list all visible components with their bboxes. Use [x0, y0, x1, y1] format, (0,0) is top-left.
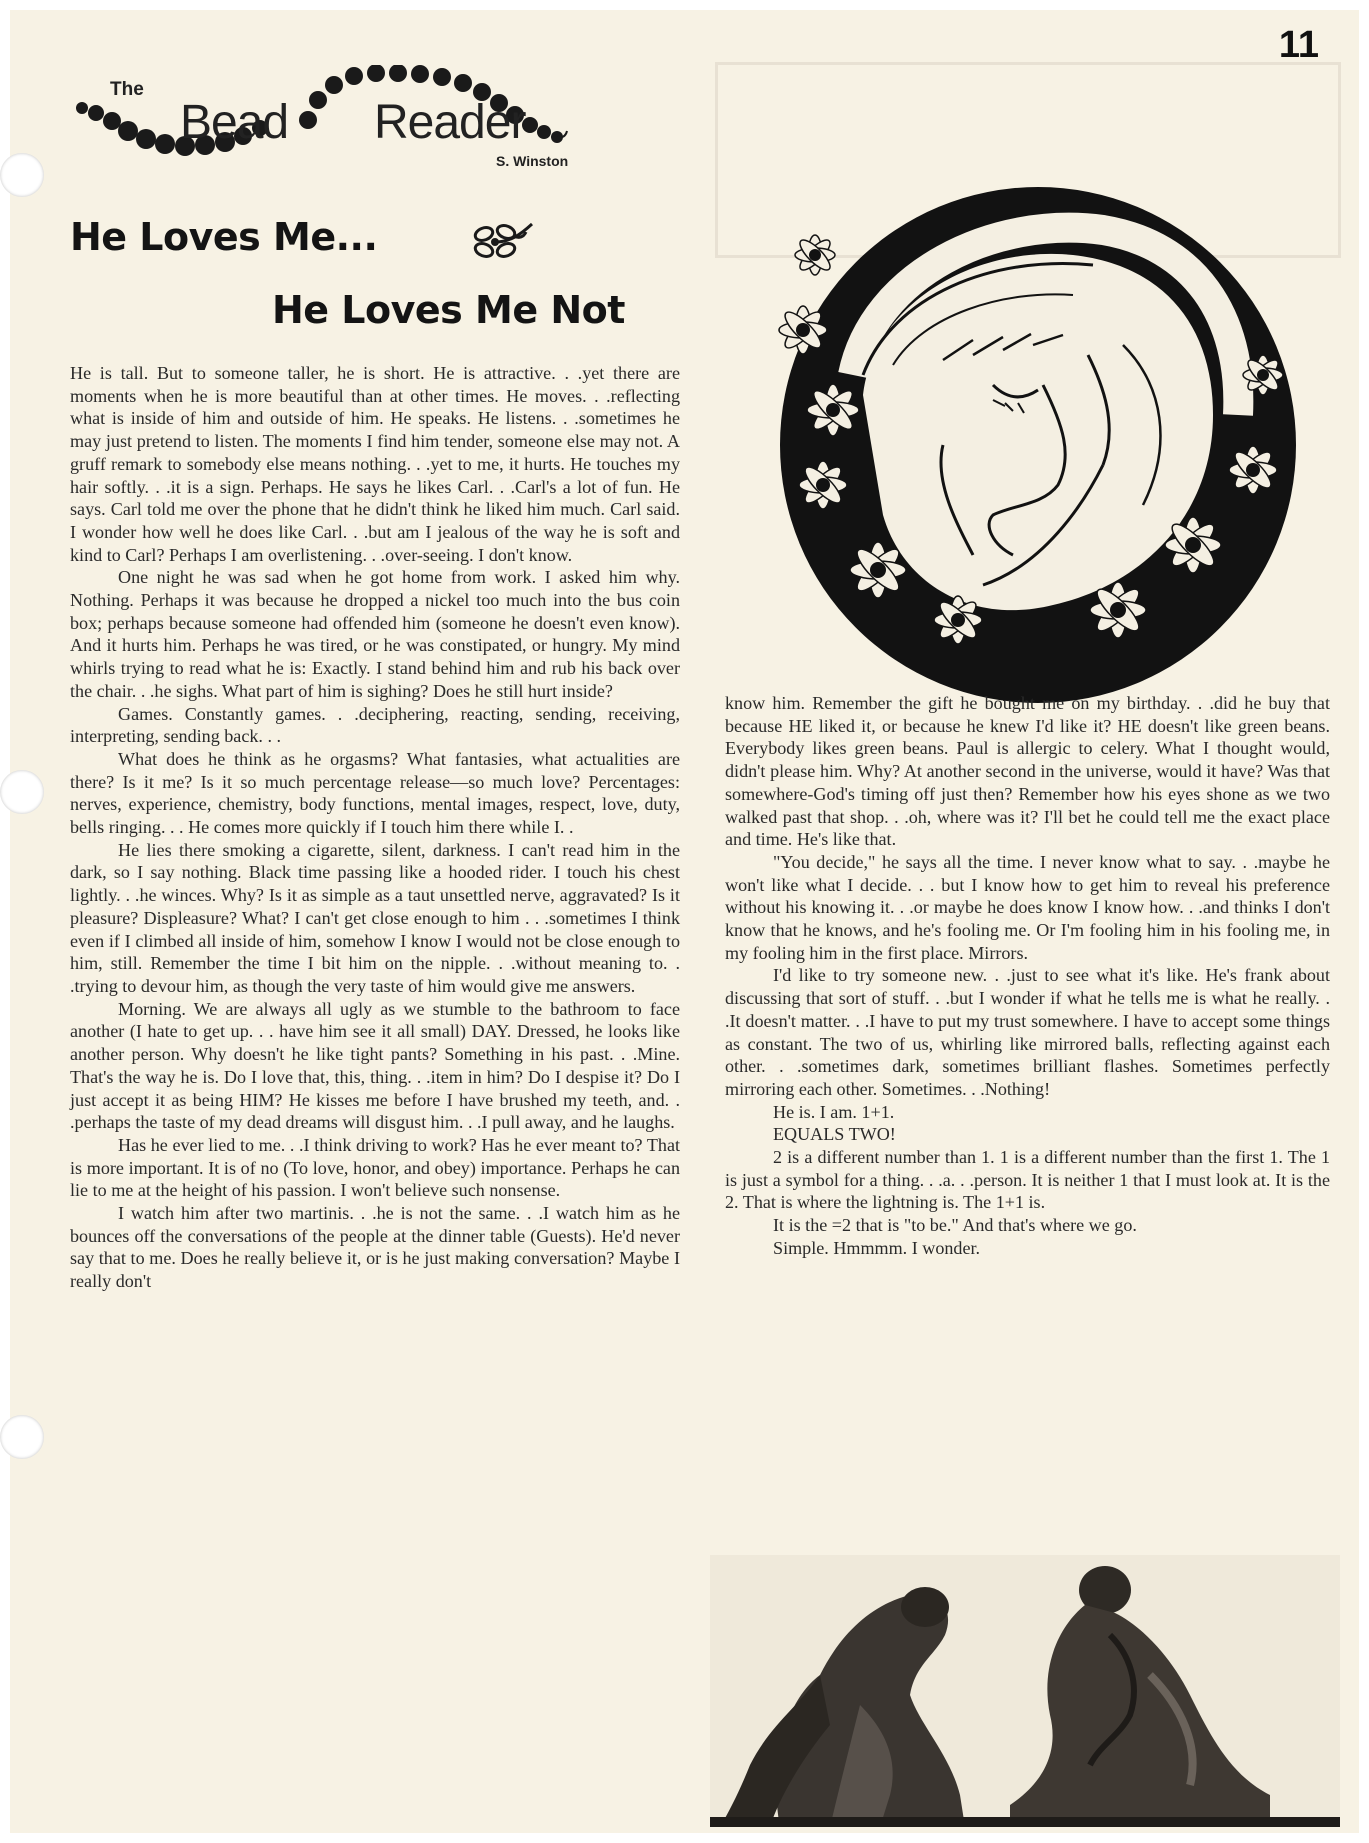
paragraph: I watch him after two martinis. . .he is not the same. . .I watch him as he bounces off the conversations of the people at the dinner table (Guests). He'd never say that to me. Does he really believe it, or is he just making conversation? Maybe I really don't [70, 1203, 680, 1292]
masthead-reader: Reader [374, 96, 526, 149]
face-with-daisies-illustration [743, 185, 1333, 705]
paragraph: 2 is a different number than 1. 1 is a different number than the first 1. The 1 is just a symbol for a thing. . .a. . .person. It is neither 1 that I must look at. It is the 2. That is where the lightning is. The 1+1 is. [725, 1147, 1330, 1213]
thinker-statues-photo [710, 1555, 1340, 1827]
masthead-author: S. Winston [496, 153, 569, 169]
paragraph: Has he ever lied to me. . .I think driving to work? Has he ever meant to? That is more important. It is of no (To love, honor, and obey) importance. Perhaps he can lie to me at the height of his passion. I won't believe such nonsense. [70, 1134, 680, 1201]
paragraph: It is the =2 that is "to be." And that's where we go. [773, 1215, 1137, 1236]
page-number: 11 [1278, 24, 1319, 66]
paragraph: What does he think as he orgasms? What fantasies, what actualities are there? Is it me? Is it so much percentage release—so much love? Percentages: nerves, experience, chemistry, body functions, mental images, respect, love, duty, bells ringing. . . He comes more quickly if I touch him there while I. . [70, 748, 680, 838]
paragraph: Simple. Hmmmm. I wonder. [773, 1237, 981, 1258]
paragraph: He lies there smoking a cigarette, silent, darkness. I can't read him in the dark, so I say nothing. Black time passing like a hooded rider. I touch his chest lightly. . .he winces. Why? Is it as simple as a taut unsettled nerve, aggravated? Is it pleasure? Displeasure? What? I can't get close enough to him . . .sometimes I think even if I climbed all inside of him, somehow I know I would not be close enough to him, still. Remember the time I bit him on the nipple. . .without meaning to. . .trying to devour him, as though the very taste of him would give me answers. [70, 839, 680, 996]
magazine-page [10, 10, 1359, 1833]
headline-line-1: He Loves Me... [70, 215, 378, 259]
masthead-bead: Bead [180, 96, 289, 149]
paragraph: Morning. We are always all ugly as we stumble to the bathroom to face another (I hate to get up. . . have him see it all small) DAY. Dressed, he looks like another person. Why doesn't he like tight pants? Something in his past. . .Mine. That's the way he is. Do I love that, this, thing. . .item in him? Do I despise it? Do I just accept it as being HIM? He kisses me before I have brushed my teeth, and. . .perhaps the taste of my dead dreams will disgust him. . .I pull away, and he laughs. [70, 998, 680, 1133]
binder-hole [0, 770, 44, 814]
paragraph: "You decide," he says all the time. I never know what to say. . .maybe he won't like what I decide. . . but I know how to get him to reveal his preference without his knowing it. . .or maybe he does know I know how. . .and thinks I don't know that he knows, and he's fooling me. Or I'm fooling him in his fooling me, in my fooling him in the first place. Mirrors. [725, 851, 1330, 963]
paragraph: One night he was sad when he got home from work. I asked him why. Nothing. Perhaps it was because he dropped a nickel too much into the bus coin box; perhaps because someone had offended him (someone he doesn't even know). And it hurts him. Perhaps he was tired, or he was constipated, or hungry. My mind whirls trying to read what he is: Exactly. I stand behind him and rub his back over the chair. . .he sighs. What part of him is sighing? Does he still hurt inside? [70, 567, 680, 701]
masthead [72, 65, 672, 185]
paragraph: He is tall. But to someone taller, he is short. He is attractive. . .yet there are moments when he is more beautiful than at other times. He moves. . .reflecting what is inside of him and outside of him. He speaks. He listens. . .sometimes he may just pretend to listen. The moments I find him tender, someone else may not. A gruff remark to somebody else means nothing. . .yet to me, it hurts. He touches my hair softly. . .it is a sign. Perhaps. He says he likes Carl. . .Carl's a lot of fun. He says. Carl told me over the phone that he didn't think he liked him much. Carl said. I wonder how well he does like Carl. . .but am I jealous of the way he is soft and kind to Carl? Perhaps I am overlistening. . .over-seeing. I don't know. [70, 363, 680, 565]
headline-line-2: He Loves Me Not [272, 288, 625, 332]
paragraph: I'd like to try someone new. . .just to see what it's like. He's frank about discussing that sort of stuff. . .but I wonder if what he tells me is what he really. . .It doesn't matter. . .I have to put my trust somewhere. I have to accept some things as constant. The two of us, whirling like mirrored balls, reflecting against each other. . .sometimes dark, sometimes brilliant flashes. Sometimes perfectly mirroring each other. Sometimes. . .Nothing! [725, 965, 1330, 1099]
binder-hole [0, 1415, 44, 1459]
binder-hole [0, 153, 44, 197]
masthead-the: The [110, 79, 144, 100]
article-column-1 [70, 362, 680, 1293]
paragraph: EQUALS TWO! [773, 1124, 896, 1145]
paragraph: know him. Remember the gift he bought me on my birthday. . .did he buy that because HE liked it, or because he knew I'd like it? HE doesn't like green beans. Everybody likes green beans. Paul is allergic to celery. What I thought would, didn't please him. Why? At another second in the universe, would it have? Was that somewhere-God's timing off just then? Remember how his eyes shone as we two walked past that shop. . .oh, where was it? I'll bet he could tell me the exact place and time. He's like that. [725, 693, 1330, 850]
bead-string-icon [72, 65, 672, 185]
article-column-2 [725, 692, 1330, 1260]
paragraph: Games. Constantly games. . .deciphering, reacting, sending, receiving, interpreting, sending back. . . [70, 703, 680, 747]
paragraph: He is. I am. 1+1. [773, 1101, 895, 1122]
flower-doodle-icon [470, 220, 540, 264]
